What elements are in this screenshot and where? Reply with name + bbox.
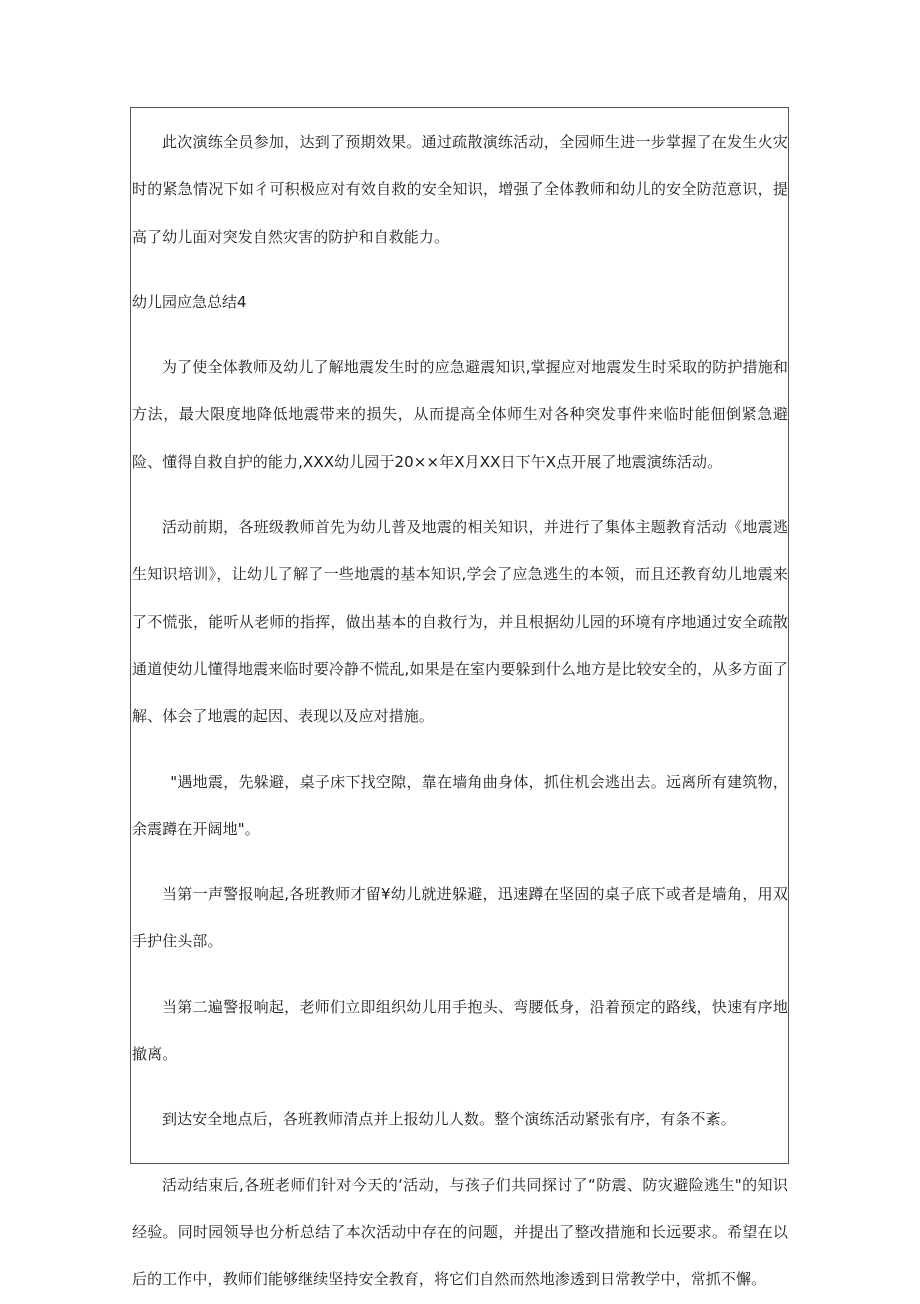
paragraph-preparation: 活动前期，各班级教师首先为幼儿普及地震的相关知识，并进行了集体主题教育活动《地震逃生知识培训》，让幼儿了解了一些地震的基本知识,学会了应急逃生的本领，而且还教育幼儿地震来了不慌张，能听从老师的指挥，做出基本的自救行为，并且根据幼儿园的环境有序地通过安全疏散通道使幼儿懂得地震来临时要冷静不慌乱,如果是在室内要躲到什么地方是比较安全的，从多方面了解、体会了地震的起因、表现以及应对措施。 <box>132 518 788 726</box>
paragraph-rhyme-quote: "遇地震，先躲避，桌子床下找空隙，靠在墙角曲身体，抓住机会逃出去。远离所有建筑物，余震蹲在开阔地"。 <box>132 772 788 838</box>
paragraph-first-alarm: 当第一声警报响起,各班教师才留¥幼儿就进躲避，迅速蹲在坚固的桌子底下或者是墙角，用双手护住头部。 <box>132 885 788 951</box>
document-body <box>132 119 788 1304</box>
paragraph-purpose: 为了使全体教师及幼儿了解地震发生时的应急避震知识,掌握应对地震发生时采取的防护措施和方法，最大限度地降低地震带来的损失，从而提高全体师生对各种突发事件来临时能佃倒紧急避险、懂得自救自护的能力,XXX幼儿园于20××年X月XX日下午X点开展了地震演练活动。 <box>132 358 788 471</box>
paragraph-drill-summary: 此次演练全员参加，达到了预期效果。通过疏散演练活动，全园师生进一步掌握了在发生火灾时的紧急情况下如彳可积极应对有效自救的安全知识，增强了全体教师和幼儿的安全防范意识，提高了幼儿面对突发自然灾害的防护和自救能力。 <box>132 133 788 246</box>
paragraph-headcount: 到达安全地点后，各班教师清点并上报幼儿人数。整个演练活动紧张有序，有条不紊。 <box>162 1110 736 1129</box>
paragraph-conclusion: 活动结束后,各班老师们针对今天的‘活动，与孩子们共同探讨了“防震、防灾避险逃生"的知识经验。同时园领导也分析总结了本次活动中存在的问题，并提出了整改措施和长远要求。希望在以后的工作中，教师们能够继续坚持安全教育，将它们自然而然地渗透到日常教学中，常抓不懈。 <box>132 1175 788 1289</box>
paragraph-second-alarm: 当第二遍警报响起，老师们立即组织幼儿用手抱头、弯腰低身，沿着预定的路线，快速有序地撤离。 <box>132 997 788 1064</box>
section-heading: 幼儿园应急总结4 <box>132 292 247 311</box>
